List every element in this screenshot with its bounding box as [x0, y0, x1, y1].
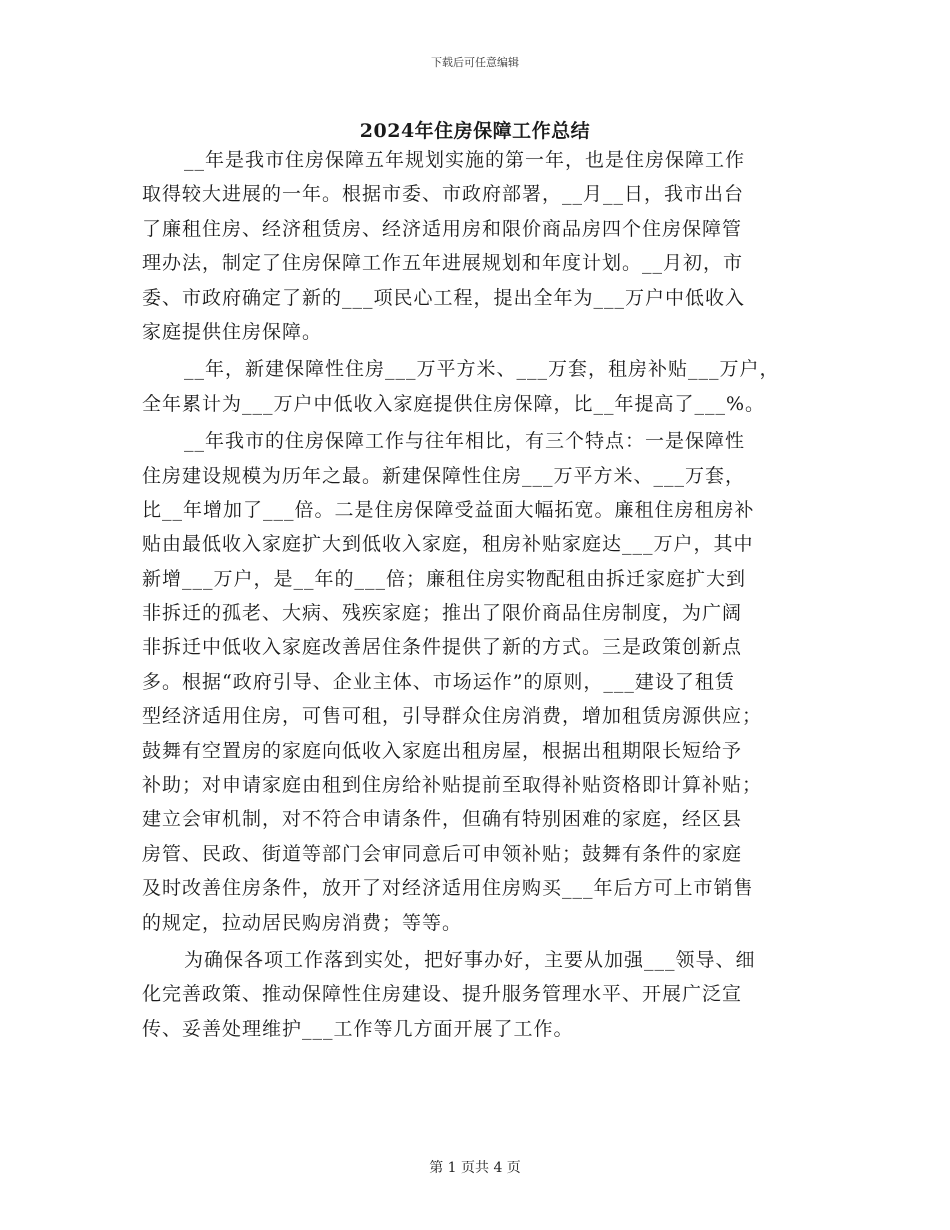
- text-line: 家庭提供住房保障。: [142, 320, 323, 343]
- text-line: 非拆迁中低收入家庭改善居住条件提供了新的方式。三是政策创新点: [142, 636, 743, 659]
- header-note: 下载后可任意编辑: [431, 56, 519, 69]
- text-line: 理办法，制定了住房保障工作五年进展规划和年度计划。__月初，市: [142, 252, 744, 275]
- paragraph-4: [142, 943, 814, 1046]
- text-line: 传、妥善处理维护___工作等几方面开展了工作。: [142, 1017, 574, 1040]
- text-line: 全年累计为___万户中低收入家庭提供住房保障，比__年提高了___%。: [142, 392, 766, 415]
- document-title: 2024年住房保障工作总结: [359, 120, 591, 142]
- text-line: 及时改善住房条件，放开了对经济适用住房购买___年后方可上市销售: [142, 877, 754, 900]
- document-body: [142, 143, 814, 1046]
- paragraph-1: [142, 143, 814, 349]
- text-line: 补助；对申请家庭由租到住房给补贴提前至取得补贴资格即计算补贴；: [142, 774, 763, 797]
- text-line: 的规定，拉动居民购房消费；等等。: [142, 911, 463, 934]
- text-line: __年我市的住房保障工作与往年相比，有三个特点：一是保障性: [184, 430, 746, 453]
- text-line: 化完善政策、推动保障性住房建设、提升服务管理水平、开展广泛宣: [142, 983, 743, 1006]
- text-line: 了廉租住房、经济租赁房、经济适用房和限价商品房四个住房保障管: [142, 217, 743, 240]
- text-line: 贴由最低收入家庭扩大到低收入家庭，租房补贴家庭达___万户，其中: [142, 533, 754, 556]
- text-line: 多。根据“政府引导、企业主体、市场运作”的原则，___建设了租赁: [142, 670, 735, 693]
- text-line: __年是我市住房保障五年规划实施的第一年，也是住房保障工作: [184, 149, 746, 171]
- text-line: 新增___万户，是__年的___倍；廉租住房实物配租由拆迁家庭扩大到: [142, 567, 747, 590]
- text-line: 取得较大进展的一年。根据市委、市政府部署，__月__日，我市出台: [142, 183, 745, 206]
- text-line: 建立会审机制，对不符合申请条件，但确有特别困难的家庭，经区县: [142, 808, 743, 831]
- text-line: __年，新建保障性住房___万平方米、___万套，租房补贴___万户，: [184, 358, 780, 381]
- text-line: 型经济适用住房，可售可租，引导群众住房消费，增加租赁房源供应；: [142, 705, 763, 728]
- page-footer: 第 1 页共 4 页: [429, 1160, 521, 1176]
- text-line: 比__年增加了___倍。二是住房保障受益面大幅拓宽。廉租住房租房补: [142, 498, 755, 521]
- text-line: 为确保各项工作落到实处，把好事办好，主要从加强___领导、细: [184, 948, 756, 971]
- text-line: 住房建设规模为历年之最。新建保障性住房___万平方米、___万套，: [142, 464, 746, 487]
- text-line: 鼓舞有空置房的家庭向低收入家庭出租房屋，根据出租期限长短给予: [142, 739, 743, 762]
- paragraph-3: [142, 424, 814, 940]
- text-line: 非拆迁的孤老、大病、残疾家庭；推出了限价商品住房制度，为广阔: [142, 602, 743, 625]
- text-line: 委、市政府确定了新的___项民心工程，提出全年为___万户中低收入: [142, 286, 746, 309]
- paragraph-2: [142, 352, 814, 421]
- text-line: 房管、民政、街道等部门会审同意后可申领补贴；鼓舞有条件的家庭: [142, 842, 743, 865]
